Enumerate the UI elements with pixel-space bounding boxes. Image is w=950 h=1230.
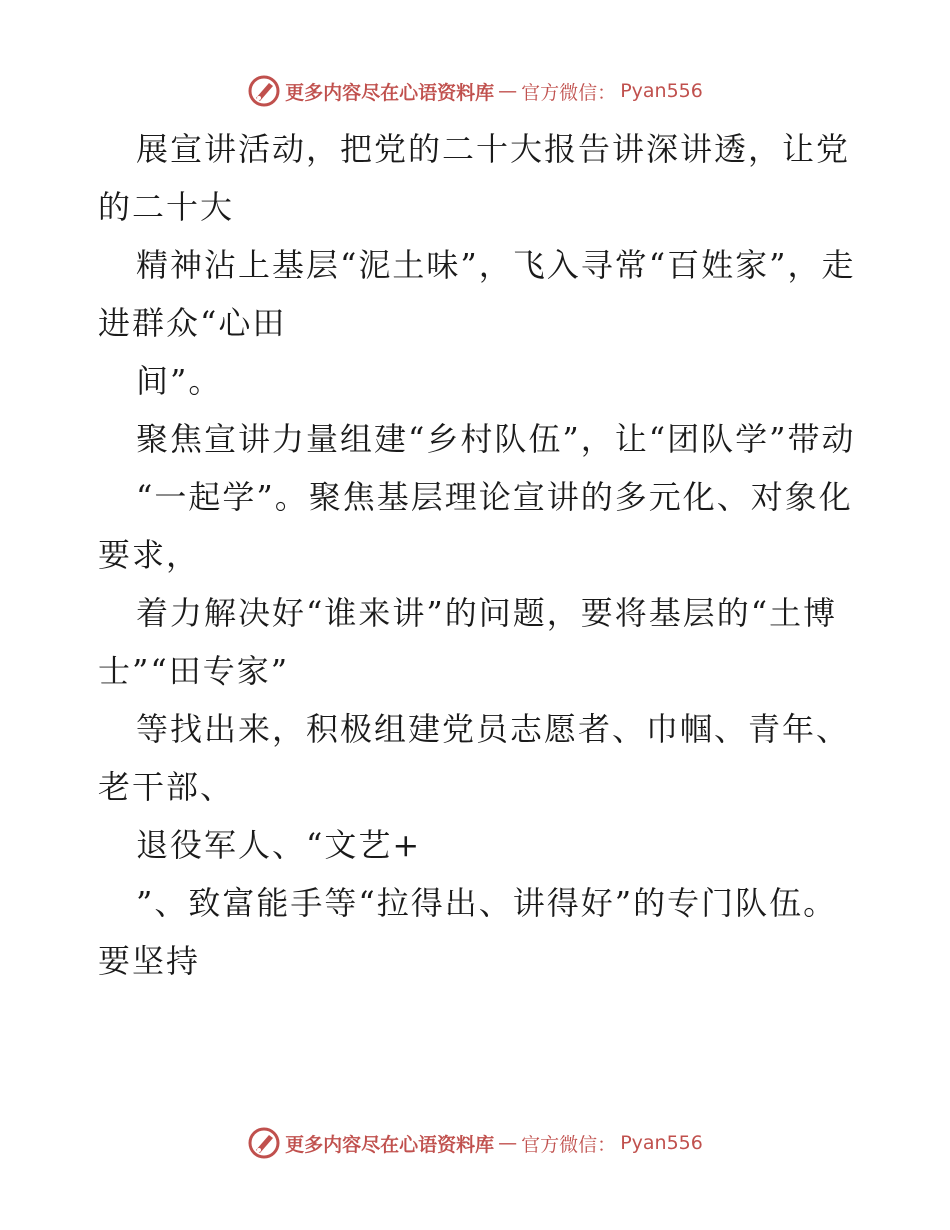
- watermark-wechat-label: 官方微信：: [521, 1133, 617, 1156]
- watermark-separator: —: [498, 1132, 518, 1154]
- paragraph: “一起学”。聚焦基层理论宣讲的多元化、对象化要求，: [98, 478, 853, 574]
- paragraph: 精神沾上基层“泥土味”，飞入寻常“百姓家”，走进群众“心田: [98, 246, 856, 342]
- paragraph: 展宣讲活动，把党的二十大报告讲深讲透，让党的二十大: [98, 130, 851, 226]
- document-body: [98, 120, 858, 990]
- paragraph: 聚焦宣讲力量组建“乡村队伍”，让“团队学”带动: [136, 420, 856, 458]
- watermark-wechat-id: Pyan556: [620, 1132, 703, 1154]
- paragraph: ”、致富能手等“拉得出、讲得好”的专门队伍。要坚持: [98, 884, 838, 980]
- watermark-separator: —: [498, 80, 518, 102]
- watermark-main-text: 更多内容尽在心语资料库: [285, 81, 495, 104]
- footer-watermark: [0, 1126, 950, 1160]
- header-watermark: [0, 74, 950, 108]
- pen-logo-icon: [247, 74, 281, 108]
- pen-logo-icon: [247, 1126, 281, 1160]
- watermark-wechat-label: 官方微信：: [521, 81, 617, 104]
- paragraph: 着力解决好“谁来讲”的问题，要将基层的“土博士”“田专家”: [98, 594, 838, 690]
- paragraph: 等找出来，积极组建党员志愿者、巾帼、青年、老干部、: [98, 710, 851, 806]
- paragraph: 退役军人、“文艺+: [136, 826, 422, 864]
- watermark-main-text: 更多内容尽在心语资料库: [285, 1133, 495, 1156]
- paragraph: 间”。: [136, 362, 223, 400]
- watermark-wechat-id: Pyan556: [620, 80, 703, 102]
